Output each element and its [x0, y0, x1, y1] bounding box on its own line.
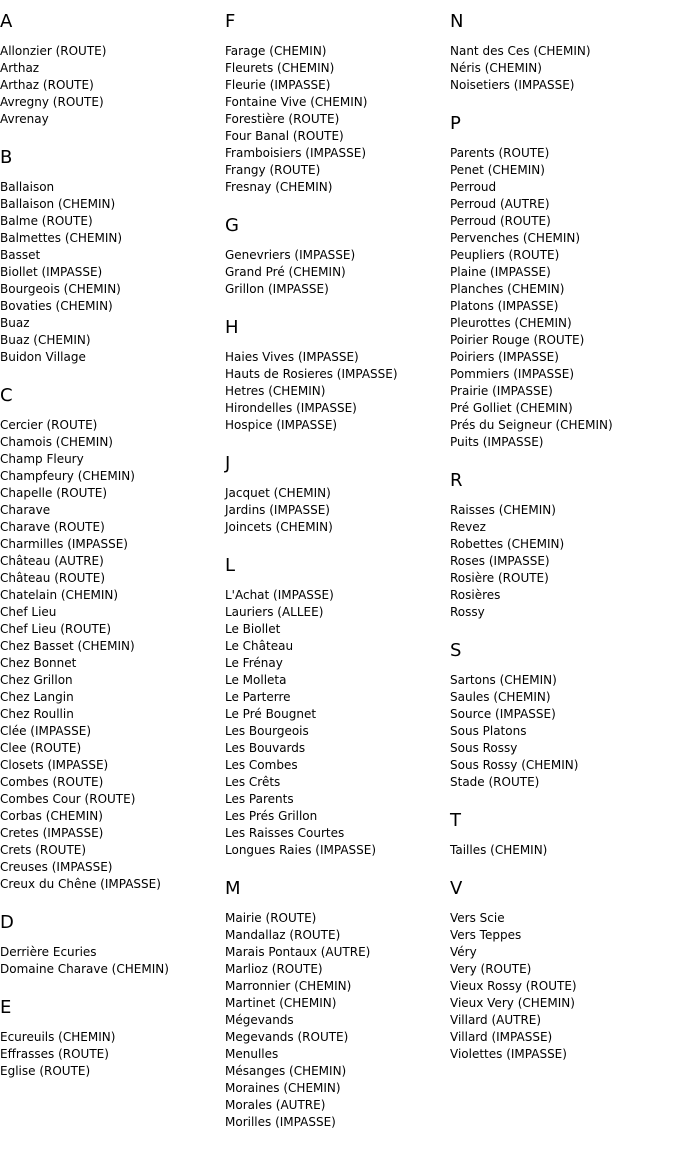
street-name: Balme (ROUTE)	[0, 214, 93, 228]
section-letter: B	[0, 147, 13, 168]
letter-section	[225, 554, 447, 859]
street-name: Fleurie (IMPASSE)	[225, 78, 331, 92]
street-name: Château (AUTRE)	[0, 554, 104, 568]
section-letter: L	[225, 555, 236, 576]
street-name: Puits (IMPASSE)	[450, 435, 544, 449]
street-list	[225, 485, 447, 536]
street-name: Planches (CHEMIN)	[450, 282, 565, 296]
letter-section	[450, 10, 672, 94]
section-letter: H	[225, 317, 239, 338]
street-list	[225, 43, 447, 196]
street-name: Pleurottes (CHEMIN)	[450, 316, 572, 330]
street-name: Balmettes (CHEMIN)	[0, 231, 123, 245]
street-name: Chez Langin	[0, 690, 74, 704]
street-name: Buidon Village	[0, 350, 86, 364]
street-name: Le Frénay	[225, 656, 283, 670]
street-name: Hetres (CHEMIN)	[225, 384, 326, 398]
street-list	[225, 910, 447, 1131]
street-name: Poiriers (IMPASSE)	[450, 350, 559, 364]
section-letter: P	[450, 113, 461, 134]
street-name: Menulles	[225, 1047, 279, 1061]
street-name: Farage (CHEMIN)	[225, 44, 327, 58]
street-name: Nant des Ces (CHEMIN)	[450, 44, 591, 58]
street-name: Vers Scie	[450, 911, 505, 925]
street-name: Lauriers (ALLEE)	[225, 605, 324, 619]
street-name: Cercier (ROUTE)	[0, 418, 98, 432]
street-name: Ballaison (CHEMIN)	[0, 197, 116, 211]
street-name: Frangy (ROUTE)	[225, 163, 321, 177]
section-letter: A	[0, 11, 13, 32]
street-name: Chef Lieu	[0, 605, 57, 619]
street-name: Forestière (ROUTE)	[225, 112, 340, 126]
street-name: Plaine (IMPASSE)	[450, 265, 551, 279]
street-name: Tailles (CHEMIN)	[450, 843, 548, 857]
street-name: Haies Vives (IMPASSE)	[225, 350, 359, 364]
street-name: Buaz (CHEMIN)	[0, 333, 91, 347]
street-name: Clée (IMPASSE)	[0, 724, 92, 738]
street-name: Jacquet (CHEMIN)	[225, 486, 331, 500]
street-name: Chez Bonnet	[0, 656, 77, 670]
street-name: Crets (ROUTE)	[0, 843, 87, 857]
street-name: Marlioz (ROUTE)	[225, 962, 323, 976]
street-name: Platons (IMPASSE)	[450, 299, 559, 313]
street-name: Buaz	[0, 316, 30, 330]
street-name: Chamois (CHEMIN)	[0, 435, 113, 449]
column-2	[225, 10, 447, 1149]
street-name: Mairie (ROUTE)	[225, 911, 317, 925]
letter-section	[0, 996, 222, 1080]
street-name: Les Combes	[225, 758, 298, 772]
section-letter: N	[450, 11, 464, 32]
street-name: Sous Rossy	[450, 741, 518, 755]
street-name: Framboisiers (IMPASSE)	[225, 146, 367, 160]
street-name: Sous Platons	[450, 724, 527, 738]
street-list	[450, 145, 672, 451]
street-list	[225, 349, 447, 434]
street-name: Perroud (AUTRE)	[450, 197, 550, 211]
street-name: Stade (ROUTE)	[450, 775, 540, 789]
letter-section	[450, 877, 672, 1063]
street-name: Combes (ROUTE)	[0, 775, 104, 789]
street-name: Le Pré Bougnet	[225, 707, 317, 721]
street-name: Mandallaz (ROUTE)	[225, 928, 341, 942]
street-name: Chez Roullin	[0, 707, 74, 721]
letter-section	[450, 112, 672, 451]
street-list	[450, 910, 672, 1063]
street-name: Cretes (IMPASSE)	[0, 826, 104, 840]
street-name: Les Crêts	[225, 775, 281, 789]
street-list	[450, 43, 672, 94]
letter-section	[450, 639, 672, 791]
street-name: Champfeury (CHEMIN)	[0, 469, 135, 483]
section-letter: E	[0, 997, 12, 1018]
street-name: Le Molleta	[225, 673, 287, 687]
street-name: Closets (IMPASSE)	[0, 758, 109, 772]
street-name: Corbas (CHEMIN)	[0, 809, 103, 823]
street-name: Grillon (IMPASSE)	[225, 282, 329, 296]
street-name: Biollet (IMPASSE)	[0, 265, 103, 279]
street-name: Morales (AUTRE)	[225, 1098, 326, 1112]
street-name: Rosière (ROUTE)	[450, 571, 549, 585]
section-letter: C	[0, 385, 13, 406]
street-name: Perroud (ROUTE)	[450, 214, 551, 228]
street-list	[0, 1029, 222, 1080]
letter-section	[0, 911, 222, 978]
street-name: Vieux Very (CHEMIN)	[450, 996, 575, 1010]
street-name: Villard (AUTRE)	[450, 1013, 542, 1027]
section-letter: F	[225, 11, 236, 32]
section-letter: G	[225, 215, 239, 236]
street-name: Sous Rossy (CHEMIN)	[450, 758, 579, 772]
street-list	[225, 587, 447, 859]
street-name: Pommiers (IMPASSE)	[450, 367, 574, 381]
street-list	[0, 179, 222, 366]
street-name: Allonzier (ROUTE)	[0, 44, 107, 58]
section-letter: R	[450, 470, 463, 491]
letter-section	[225, 877, 447, 1131]
letter-section	[225, 214, 447, 298]
street-name: Le Château	[225, 639, 294, 653]
street-name: Martinet (CHEMIN)	[225, 996, 337, 1010]
street-name: Les Parents	[225, 792, 294, 806]
street-name: Robettes (CHEMIN)	[450, 537, 565, 551]
street-name: Hauts de Rosieres (IMPASSE)	[225, 367, 398, 381]
street-name: Champ Fleury	[0, 452, 84, 466]
street-name: Effrasses (ROUTE)	[0, 1047, 109, 1061]
street-name: Longues Raies (IMPASSE)	[225, 843, 377, 857]
street-name: L'Achat (IMPASSE)	[225, 588, 334, 602]
street-list	[225, 247, 447, 298]
street-name: Saules (CHEMIN)	[450, 690, 551, 704]
street-name: Ecureuils (CHEMIN)	[0, 1030, 116, 1044]
street-name: Chez Grillon	[0, 673, 73, 687]
street-name: Noisetiers (IMPASSE)	[450, 78, 575, 92]
section-letter: M	[225, 878, 241, 899]
street-name: Eglise (ROUTE)	[0, 1064, 91, 1078]
section-letter: V	[450, 878, 463, 899]
street-name: Clee (ROUTE)	[0, 741, 82, 755]
street-name: Le Biollet	[225, 622, 281, 636]
section-letter: D	[0, 912, 14, 933]
street-name: Fleurets (CHEMIN)	[225, 61, 335, 75]
street-name: Avrenay	[0, 112, 49, 126]
street-name: Penet (CHEMIN)	[450, 163, 545, 177]
street-name: Chez Basset (CHEMIN)	[0, 639, 135, 653]
street-name: Chatelain (CHEMIN)	[0, 588, 119, 602]
street-name: Les Bouvards	[225, 741, 306, 755]
street-name: Vieux Rossy (ROUTE)	[450, 979, 577, 993]
street-name: Charave (ROUTE)	[0, 520, 105, 534]
street-list	[0, 43, 222, 128]
street-name: Rosières	[450, 588, 501, 602]
street-name: Sartons (CHEMIN)	[450, 673, 557, 687]
street-name: Hospice (IMPASSE)	[225, 418, 338, 432]
street-name: Ballaison	[0, 180, 55, 194]
street-name: Poirier Rouge (ROUTE)	[450, 333, 585, 347]
street-name: Creux du Chêne (IMPASSE)	[0, 877, 161, 891]
street-name: Les Raisses Courtes	[225, 826, 345, 840]
street-name: Arthaz	[0, 61, 40, 75]
street-name: Megevands (ROUTE)	[225, 1030, 349, 1044]
street-name: Prairie (IMPASSE)	[450, 384, 553, 398]
street-list	[450, 502, 672, 621]
column-3	[450, 10, 672, 1081]
street-name: Domaine Charave (CHEMIN)	[0, 962, 169, 976]
street-name: Peupliers (ROUTE)	[450, 248, 560, 262]
letter-section	[0, 10, 222, 128]
street-name: Rossy	[450, 605, 485, 619]
street-name: Villard (IMPASSE)	[450, 1030, 553, 1044]
street-name: Parents (ROUTE)	[450, 146, 550, 160]
street-name: Pervenches (CHEMIN)	[450, 231, 581, 245]
column-1	[0, 10, 222, 1098]
street-name: Mésanges (CHEMIN)	[225, 1064, 347, 1078]
letter-section	[225, 452, 447, 536]
street-name: Prés du Seigneur (CHEMIN)	[450, 418, 613, 432]
street-name: Perroud	[450, 180, 497, 194]
street-name: Véry	[450, 945, 477, 959]
street-list	[0, 944, 222, 978]
letter-section	[225, 10, 447, 196]
street-name: Château (ROUTE)	[0, 571, 106, 585]
street-name: Genevriers (IMPASSE)	[225, 248, 356, 262]
street-name: Roses (IMPASSE)	[450, 554, 550, 568]
street-name: Les Bourgeois	[225, 724, 309, 738]
street-name: Joincets (CHEMIN)	[225, 520, 333, 534]
section-letter: T	[450, 810, 461, 831]
street-name: Grand Pré (CHEMIN)	[225, 265, 346, 279]
street-name: Le Parterre	[225, 690, 291, 704]
street-name: Vers Teppes	[450, 928, 522, 942]
street-name: Bourgeois (CHEMIN)	[0, 282, 121, 296]
street-name: Source (IMPASSE)	[450, 707, 556, 721]
street-name: Jardins (IMPASSE)	[225, 503, 330, 517]
street-name: Chapelle (ROUTE)	[0, 486, 108, 500]
street-name: Four Banal (ROUTE)	[225, 129, 344, 143]
street-name: Very (ROUTE)	[450, 962, 532, 976]
street-name: Chef Lieu (ROUTE)	[0, 622, 112, 636]
street-name: Les Prés Grillon	[225, 809, 318, 823]
street-name: Basset	[0, 248, 41, 262]
street-name: Marronnier (CHEMIN)	[225, 979, 352, 993]
section-letter: S	[450, 640, 462, 661]
street-list	[0, 417, 222, 893]
street-name: Hirondelles (IMPASSE)	[225, 401, 357, 415]
street-name: Revez	[450, 520, 486, 534]
letter-section	[450, 469, 672, 621]
street-list	[450, 842, 672, 859]
street-name: Charmilles (IMPASSE)	[0, 537, 128, 551]
street-name: Raisses (CHEMIN)	[450, 503, 556, 517]
street-name: Creuses (IMPASSE)	[0, 860, 113, 874]
street-name: Violettes (IMPASSE)	[450, 1047, 567, 1061]
letter-section	[0, 384, 222, 893]
street-name: Mégevands	[225, 1013, 294, 1027]
street-name: Pré Golliet (CHEMIN)	[450, 401, 573, 415]
street-name: Avregny (ROUTE)	[0, 95, 104, 109]
street-name: Derrière Ecuries	[0, 945, 97, 959]
letter-section	[0, 146, 222, 366]
street-name: Fresnay (CHEMIN)	[225, 180, 333, 194]
street-name: Bovaties (CHEMIN)	[0, 299, 113, 313]
street-name: Néris (CHEMIN)	[450, 61, 542, 75]
street-name: Charave	[0, 503, 51, 517]
street-name: Morilles (IMPASSE)	[225, 1115, 336, 1129]
street-list	[450, 672, 672, 791]
section-letter: J	[225, 453, 231, 474]
letter-section	[225, 316, 447, 434]
letter-section	[450, 809, 672, 859]
street-name: Arthaz (ROUTE)	[0, 78, 94, 92]
street-name: Marais Pontaux (AUTRE)	[225, 945, 371, 959]
street-name: Combes Cour (ROUTE)	[0, 792, 136, 806]
street-name: Moraines (CHEMIN)	[225, 1081, 341, 1095]
street-name: Fontaine Vive (CHEMIN)	[225, 95, 368, 109]
